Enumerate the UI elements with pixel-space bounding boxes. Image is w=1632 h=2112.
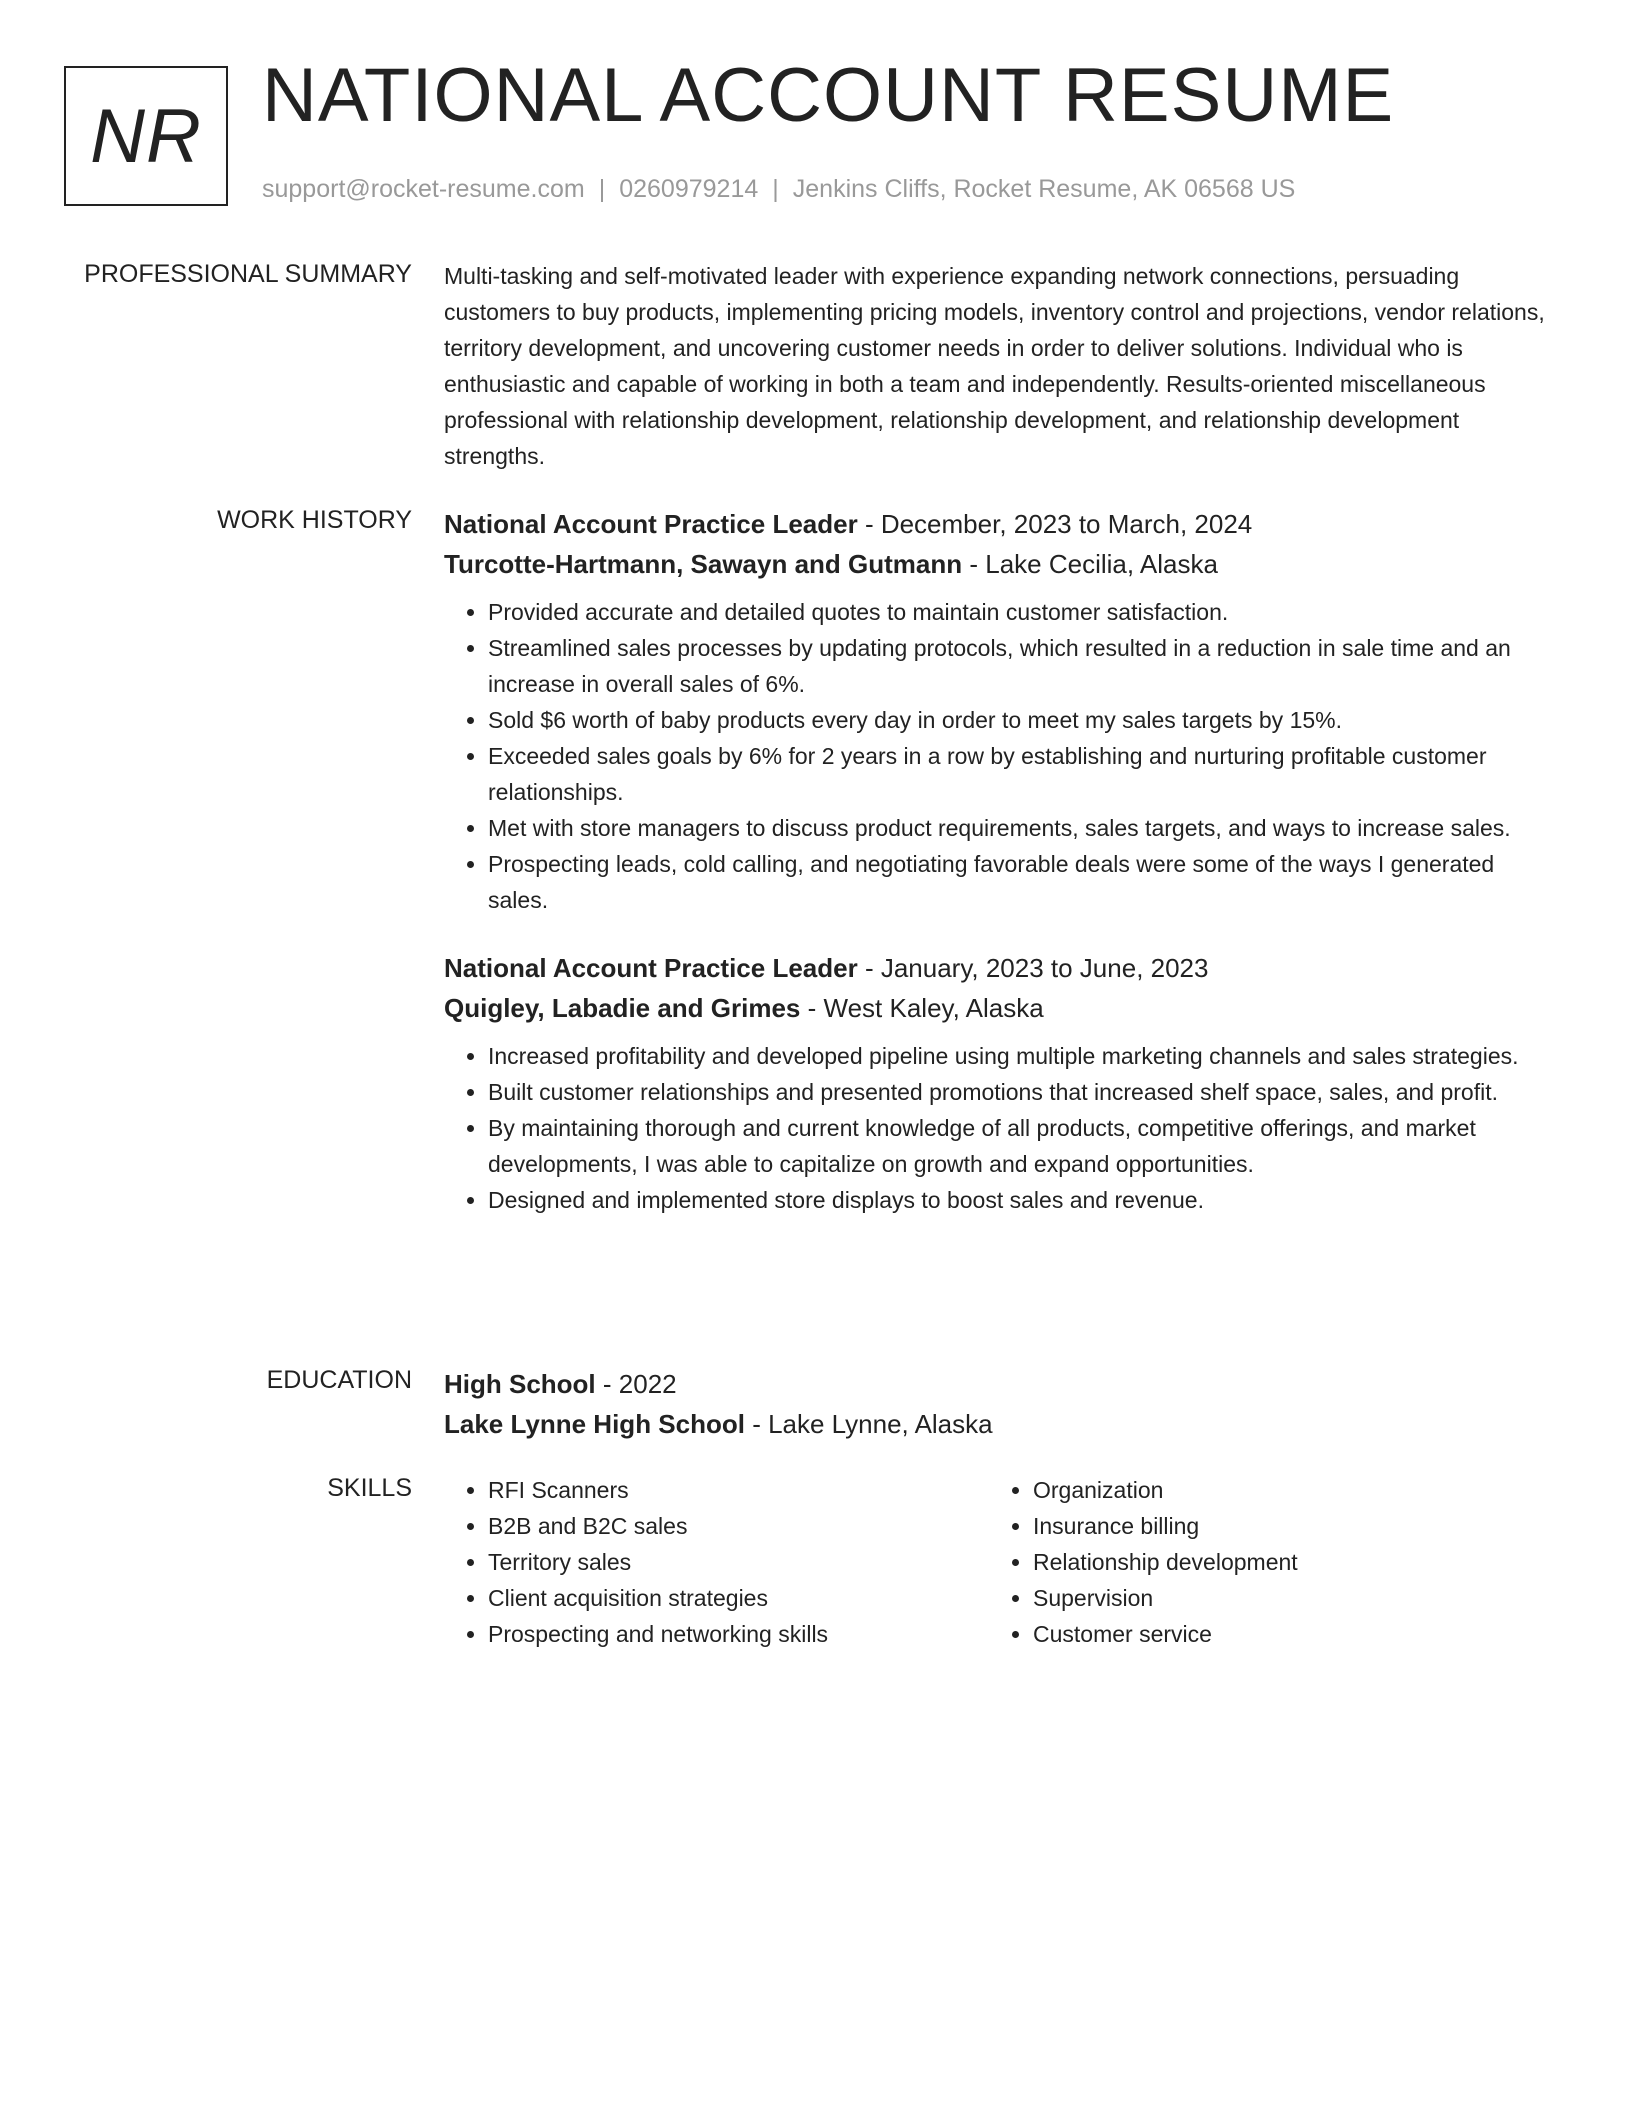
job-bullet: • Increased profitability and developed pipeline using multiple marketing channels and sales strategies. [488,1038,1559,1074]
education-school-line [444,1404,1559,1444]
summary-heading: PROFESSIONAL SUMMARY [84,260,412,288]
job-bullet: • Sold $6 worth of baby products every day in order to meet my sales targets by 15%. [488,702,1559,738]
skill-item: • Client acquisition strategies [488,1580,989,1616]
job-role: National Account Practice Leader [444,953,858,983]
education-school: Lake Lynne High School [444,1409,745,1439]
job-title-line [444,948,1559,988]
job-bullet: • Streamlined sales processes by updating protocols, which resulted in a reduction in sale time and an increase in overall sales of 6%. [488,630,1559,702]
contact-separator: | [598,175,606,203]
skills-column-left [444,1472,989,1652]
job-dates: - January, 2023 to June, 2023 [857,953,1209,983]
education-year: - 2022 [595,1369,677,1399]
job-role: National Account Practice Leader [444,509,858,539]
education-degree-line [444,1364,1559,1404]
skill-item: • Territory sales [488,1544,989,1580]
job-company-line [444,544,1559,584]
monogram-logo: NR [64,66,228,206]
job-company: Quigley, Labadie and Grimes [444,993,801,1023]
skill-item: • Insurance billing [1033,1508,1534,1544]
job-title-line [444,504,1559,544]
skills-grid [444,1472,1559,1652]
summary-text: Multi-tasking and self-motivated leader with experience expanding network connections, persuading customers to buy products, implementing pricing models, inventory control and projections, vendor relations, territory development, and uncovering customer needs in order to deliver solutions. Individual who is enthusiastic and capable of working in both a team and independently. Results-oriented miscellaneous professional with relationship development, relationship development, and relationship development strengths. [444,263,1545,469]
job-bullet: • Built customer relationships and presented promotions that increased shelf space, sales, and profit. [488,1074,1559,1110]
education-body [444,1364,1559,1444]
job-bullets [444,1038,1559,1218]
education-heading: EDUCATION [266,1366,412,1394]
skills-column-right [989,1472,1534,1652]
work-history-heading: WORK HISTORY [217,506,412,534]
job-bullet: • Provided accurate and detailed quotes to maintain customer satisfaction. [488,594,1559,630]
job-bullet: • Exceeded sales goals by 6% for 2 years in a row by establishing and nurturing profitable customer relationships. [488,738,1559,810]
contact-separator: | [772,175,779,203]
job-company-line [444,988,1559,1028]
job-company: Turcotte-Hartmann, Sawayn and Gutmann [444,549,963,579]
contact-line [262,174,1295,204]
skill-item: • Customer service [1033,1616,1534,1652]
job-entry [444,948,1559,1218]
skill-item: • Supervision [1033,1580,1534,1616]
job-bullet: • By maintaining thorough and current knowledge of all products, competitive offerings, and market developments, I was able to capitalize on growth and expand opportunities. [488,1110,1559,1182]
contact-phone: 0260979214 [619,175,759,203]
job-bullet: • Designed and implemented store displays to boost sales and revenue. [488,1182,1559,1218]
skill-item: • Relationship development [1033,1544,1534,1580]
resume-title: NATIONAL ACCOUNT RESUME [262,53,1395,138]
skills-body [444,1472,1559,1652]
skills-heading: SKILLS [327,1474,412,1502]
skills-list [444,1472,989,1652]
skill-item: • Prospecting and networking skills [488,1616,989,1652]
education-degree: High School [444,1369,596,1399]
job-entry [444,504,1559,918]
job-bullet: • Prospecting leads, cold calling, and negotiating favorable deals were some of the ways I generated sales. [488,846,1559,918]
contact-email: support@rocket-resume.com [262,175,585,203]
job-location: - Lake Cecilia, Alaska [962,549,1218,579]
summary-body [444,258,1559,474]
job-bullets [444,594,1559,918]
skills-list [989,1472,1534,1652]
job-dates: - December, 2023 to March, 2024 [857,509,1253,539]
contact-address: Jenkins Cliffs, Rocket Resume, AK 06568 US [792,175,1296,203]
job-location: - West Kaley, Alaska [800,993,1044,1023]
skill-item: • RFI Scanners [488,1472,989,1508]
education-location: - Lake Lynne, Alaska [744,1409,993,1439]
skill-item: • B2B and B2C sales [488,1508,989,1544]
skill-item: • Organization [1033,1472,1534,1508]
job-bullet: • Met with store managers to discuss product requirements, sales targets, and ways to increase sales. [488,810,1559,846]
work-history-body [444,504,1559,1218]
